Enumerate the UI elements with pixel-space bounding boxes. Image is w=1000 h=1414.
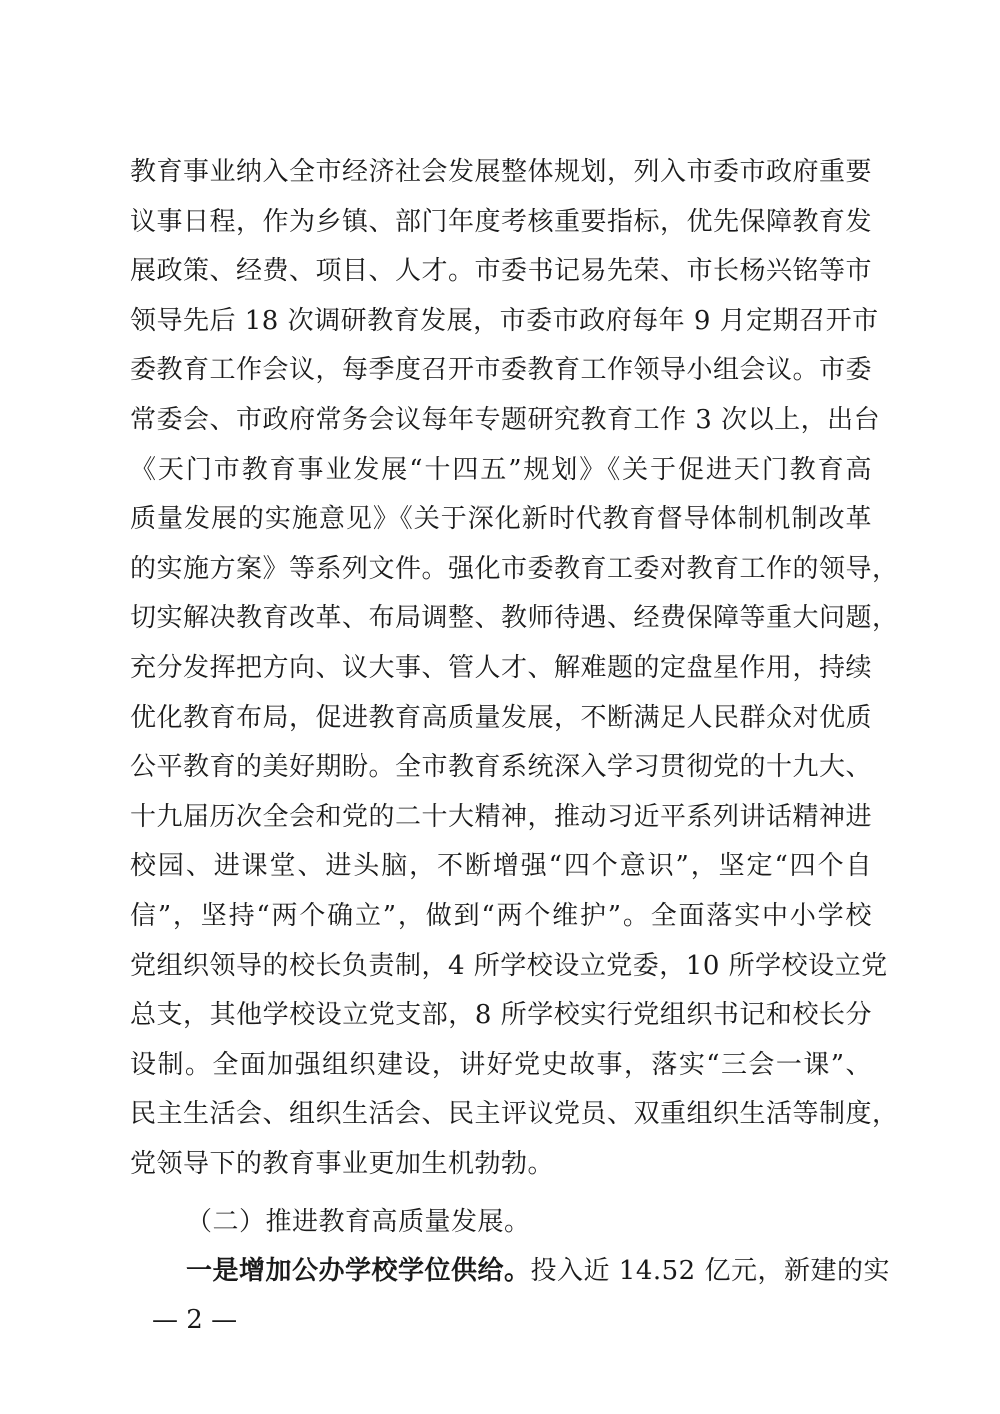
text-line: 教育事业纳入全市经济社会发展整体规划，列入市委市政府重要 bbox=[130, 157, 873, 187]
text-line: 展政策、经费、项目、人才。市委书记易先荣、市长杨兴铭等市 bbox=[130, 256, 873, 287]
text-line: 党领导下的教育事业更加生机勃勃。 bbox=[130, 1148, 555, 1179]
text-line: 议事日程，作为乡镇、部门年度考核重要指标，优先保障教育发 bbox=[130, 206, 873, 237]
text-line: 充分发挥把方向、议大事、管人才、解难题的定盘星作用，持续 bbox=[130, 652, 873, 683]
text-line: 常委会、市政府常务会议每年专题研究教育工作 3 次以上，出台 bbox=[130, 404, 881, 435]
subsection-line bbox=[186, 1246, 890, 1296]
text-line: 《天门市教育事业发展“十四五”规划》《关于促进天门教育高 bbox=[130, 454, 872, 485]
subsection-text: 投入近 14.52 亿元，新建的实 bbox=[530, 1256, 890, 1286]
text-line: 优化教育布局，促进教育高质量发展，不断满足人民群众对优质 bbox=[130, 702, 873, 733]
text-line: 切实解决教育改革、布局调整、教师待遇、经费保障等重大问题， bbox=[130, 603, 899, 634]
body-paragraph bbox=[130, 148, 899, 1189]
text-line: 总支，其他学校设立党支部，8 所学校实行党组织书记和校长分 bbox=[130, 1000, 872, 1031]
text-line: 质量发展的实施意见》《关于深化新时代教育督导体制机制改革 bbox=[130, 504, 872, 535]
subsection-bold-lead: 一是增加公办学校学位供给。 bbox=[186, 1256, 531, 1286]
text-line: 的实施方案》等系列文件。强化市委教育工委对教育工作的领导， bbox=[130, 553, 899, 584]
section-heading: （二）推进教育高质量发展。 bbox=[186, 1207, 531, 1237]
text-line: 党组织领导的校长负责制，4 所学校设立党委，10 所学校设立党 bbox=[130, 950, 888, 981]
text-line: 公平教育的美好期盼。全市教育系统深入学习贯彻党的十九大、 bbox=[130, 752, 873, 783]
page-number: — 2 — bbox=[152, 1305, 238, 1335]
text-line: 校园、进课堂、进头脑，不断增强“四个意识”，坚定“四个自 bbox=[130, 851, 872, 882]
text-line: 设制。全面加强组织建设，讲好党史故事，落实“三会一课”、 bbox=[130, 1049, 872, 1080]
text-line: 民主生活会、组织生活会、民主评议党员、双重组织生活等制度， bbox=[130, 1099, 899, 1130]
text-line: 十九届历次全会和党的二十大精神，推动习近平系列讲话精神进 bbox=[130, 801, 873, 832]
text-line: 信”，坚持“两个确立”，做到“两个维护”。全面落实中小学校 bbox=[130, 900, 872, 931]
text-line: 领导先后 18 次调研教育发展，市委市政府每年 9 月定期召开市 bbox=[130, 305, 879, 336]
text-line: 委教育工作会议，每季度召开市委教育工作领导小组会议。市委 bbox=[130, 355, 873, 386]
